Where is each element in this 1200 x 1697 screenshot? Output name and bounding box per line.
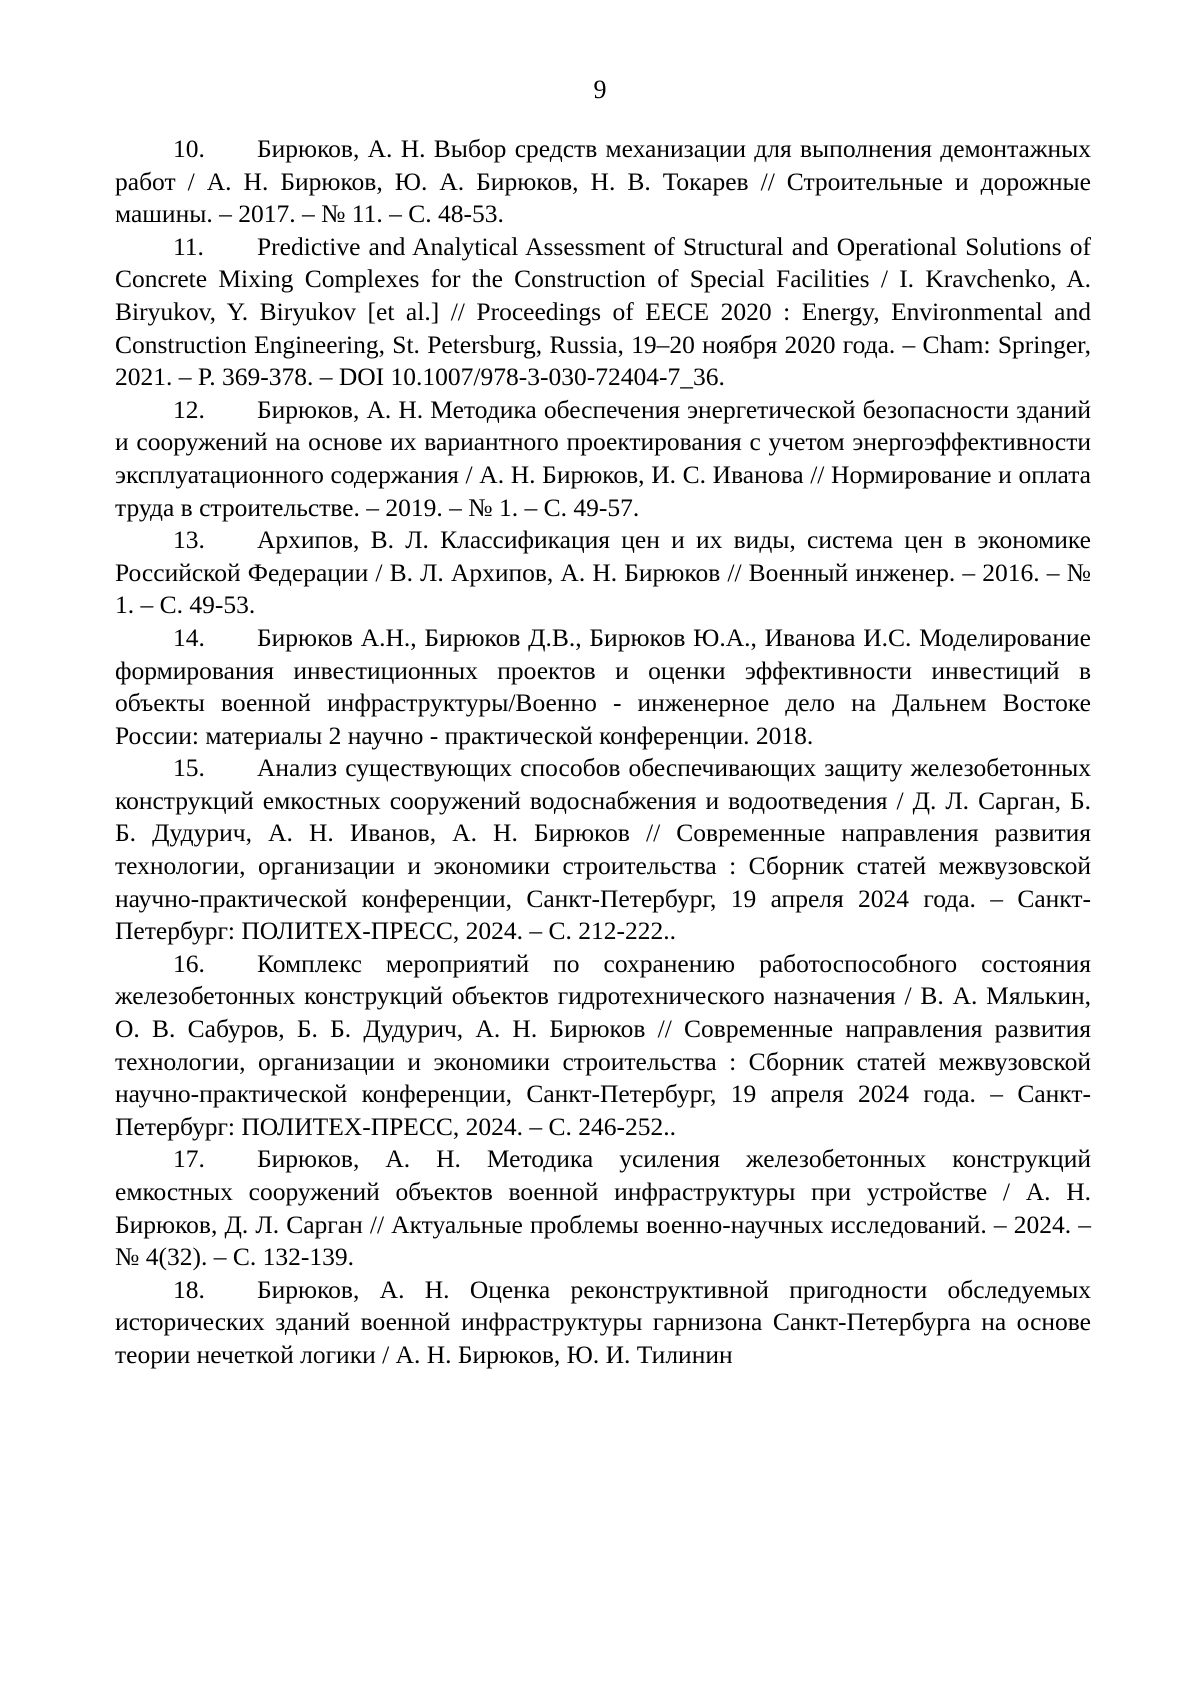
- reference-item: [115, 394, 1091, 524]
- reference-list: [115, 133, 1091, 1372]
- reference-text: Бирюков А.Н., Бирюков Д.В., Бирюков Ю.А., Иванова И.С. Моделирование формирования инвестиционных проектов и оценки эффективности инвестиций в объекты военной инфраструктуры/Военно - инженерное дело на Дальнем Востоке России: материалы 2 научно - практической конференции. 2018.: [115, 622, 1091, 750]
- reference-text: Архипов, В. Л. Классификация цен и их виды, система цен в экономике Российской Федерации / В. Л. Архипов, А. Н. Бирюков // Военный инженер. – 2016. – № 1. – С. 49-53.: [115, 525, 1091, 620]
- reference-text: Комплекс мероприятий по сохранению работоспособного состояния железобетонных конструкций объектов гидротехнического назначения / В. А. Мялькин, О. В. Сабуров, Б. Б. Дудурич, А. Н. Бирюков // Современные направления развития технологии, организации и экономики строительства : Сборник статей межвузовской научно-практической конференции, Санкт-Петербург, 19 апреля 2024 года. – Санкт-Петербург: ПОЛИТЕХ-ПРЕСС, 2024. – С. 246-252..: [115, 948, 1091, 1141]
- reference-number: 13.: [173, 525, 205, 555]
- reference-text: Бирюков, А. Н. Выбор средств механизации для выполнения демонтажных работ / А. Н. Бирюков, Ю. А. Бирюков, Н. В. Токарев // Строительные и дорожные машины. – 2017. – № 11. – С. 48-53.: [115, 134, 1091, 229]
- reference-text: Бирюков, А. Н. Методика обеспечения энергетической безопасности зданий и сооружений на основе их вариантного проектирования с учетом энергоэффективности эксплуатационного содержания / А. Н. Бирюков, И. С. Иванова // Нормирование и оплата труда в строительстве. – 2019. – № 1. – С. 49-57.: [115, 394, 1091, 522]
- reference-item: [115, 231, 1091, 394]
- reference-number: 17.: [173, 1144, 205, 1174]
- reference-item: [115, 622, 1091, 752]
- reference-number: 15.: [173, 753, 205, 783]
- reference-text: Predictive and Analytical Assessment of Structural and Operational Solutions of Concrete Mixing Complexes for the Construction of Special Facilities / I. Kravchenko, A. Biryukov, Y. Biryukov [et al.] // Proceedings of EECE 2020 : Energy, Environmental and Construction Engineering, St. Petersburg, Russia, 19–20 ноября 2020 года. – Cham: Springer, 2021. – P. 369-378. – DOI 10.1007/978-3-030-72404-7_36.: [115, 231, 1091, 392]
- reference-item: [115, 752, 1091, 948]
- page-number: 9: [593, 75, 607, 104]
- reference-number: 10.: [173, 134, 205, 163]
- reference-number: 16.: [173, 948, 205, 978]
- reference-text: Анализ существующих способов обеспечивающих защиту железобетонных конструкций емкостных сооружений водоснабжения и водоотведения / Д. Л. Сарган, Б. Б. Дудурич, А. Н. Иванов, А. Н. Бирюков // Современные направления развития технологии, организации и экономики строительства : Сборник статей межвузовской научно-практической конференции, Санкт-Петербург, 19 апреля 2024 года. – Санкт-Петербург: ПОЛИТЕХ-ПРЕСС, 2024. – С. 212-222..: [115, 753, 1091, 946]
- reference-item: [115, 133, 1091, 231]
- reference-text: Бирюков, А. Н. Оценка реконструктивной пригодности обследуемых исторических зданий военной инфраструктуры гарнизона Санкт-Петербурга на основе теории нечеткой логики / А. Н. Бирюков, Ю. И. Тилинин: [115, 1274, 1091, 1369]
- reference-item: [115, 524, 1091, 622]
- reference-number: 14.: [173, 622, 205, 652]
- reference-item: [115, 1143, 1091, 1273]
- reference-item: [115, 1274, 1091, 1372]
- reference-text: Бирюков, А. Н. Методика усиления железобетонных конструкций емкостных сооружений объектов военной инфраструктуры при устройстве / А. Н. Бирюков, Д. Л. Сарган // Актуальные проблемы военно-научных исследований. – 2024. – № 4(32). – С. 132-139.: [115, 1144, 1091, 1272]
- reference-number: 18.: [173, 1274, 205, 1304]
- reference-number: 11.: [173, 231, 204, 261]
- reference-number: 12.: [173, 394, 205, 424]
- reference-item: [115, 948, 1091, 1144]
